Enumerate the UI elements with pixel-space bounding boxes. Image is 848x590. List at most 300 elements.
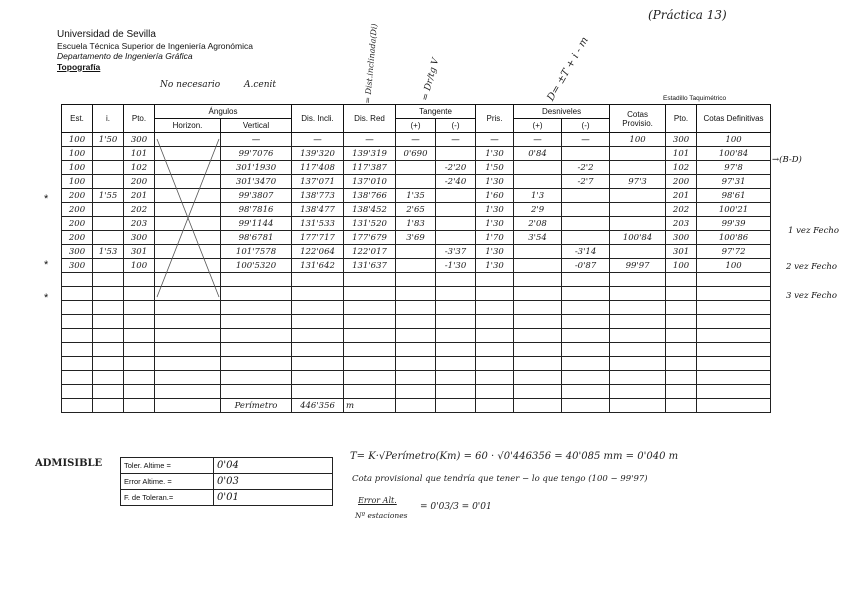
table-cell: 100'84 [610, 231, 666, 245]
table-cell [476, 399, 514, 413]
table-cell [562, 399, 610, 413]
table-cell [697, 385, 771, 399]
table-cell [697, 329, 771, 343]
table-cell: 97'8 [697, 161, 771, 175]
table-cell: 100'5320 [221, 259, 292, 273]
table-cell: 100'86 [697, 231, 771, 245]
col-pris: Pris. [476, 105, 514, 133]
table-row-empty [62, 399, 771, 413]
table-row-empty [62, 385, 771, 399]
table-cell: 100 [697, 133, 771, 147]
side-note-group2: 2 vez Fecho [786, 262, 837, 272]
table-row-empty [62, 343, 771, 357]
table-cell: 100 [62, 133, 93, 147]
star-mark-1: * [44, 193, 49, 205]
table-cell [124, 329, 155, 343]
table-cell [514, 371, 562, 385]
table-cell [344, 301, 396, 315]
table-cell: 102 [666, 161, 697, 175]
table-cell: 99'3807 [221, 189, 292, 203]
table-cell [514, 273, 562, 287]
table-cell: 131'642 [292, 259, 344, 273]
table-cell: 97'31 [697, 175, 771, 189]
table-cell: m [344, 399, 396, 413]
error-row [121, 490, 333, 506]
calc-error-alt: Error Alt. [358, 496, 397, 505]
table-cell [124, 399, 155, 413]
table-cell: 97'3 [610, 175, 666, 189]
calc-n-estaciones: Nº estaciones [355, 511, 408, 520]
table-cell: 202 [124, 203, 155, 217]
table-cell [436, 147, 476, 161]
table-cell [562, 329, 610, 343]
table-cell [155, 371, 221, 385]
table-cell: 98'7816 [221, 203, 292, 217]
table-cell [610, 189, 666, 203]
star-mark-3: * [44, 292, 49, 304]
table-cell [344, 329, 396, 343]
col-angulos: Ángulos [155, 105, 292, 119]
table-cell [155, 329, 221, 343]
table-cell: -2'40 [436, 175, 476, 189]
table-cell [344, 287, 396, 301]
col-pto2: Pto. [666, 105, 697, 133]
table-cell: — [221, 133, 292, 147]
table-cell: 1'70 [476, 231, 514, 245]
table-cell [62, 343, 93, 357]
table-cell [93, 385, 124, 399]
table-cell [610, 287, 666, 301]
table-cell [396, 301, 436, 315]
table-cell [93, 371, 124, 385]
table-cell: — [292, 133, 344, 147]
document-header [57, 30, 253, 72]
table-cell [514, 385, 562, 399]
table-cell [476, 273, 514, 287]
table-cell [666, 399, 697, 413]
table-cell [697, 287, 771, 301]
table-cell: 300 [666, 231, 697, 245]
error-value: 0'03 [214, 474, 333, 490]
table-cell [93, 161, 124, 175]
table-cell [221, 287, 292, 301]
table-cell: -3'14 [562, 245, 610, 259]
table-cell: 3'54 [514, 231, 562, 245]
table-cell [292, 287, 344, 301]
table-cell: 101'7578 [221, 245, 292, 259]
col-tangente: Tangente [396, 105, 476, 119]
calc-line-2: Cota provisional que tendría que tener − lo que tengo (100 − 99'97) [352, 474, 648, 484]
table-cell: — [476, 133, 514, 147]
table-cell [155, 399, 221, 413]
table-cell [666, 357, 697, 371]
table-cell [292, 343, 344, 357]
table-cell [124, 287, 155, 301]
table-cell [62, 357, 93, 371]
table-cell: 200 [62, 189, 93, 203]
table-cell: -1'30 [436, 259, 476, 273]
table-cell [697, 371, 771, 385]
table-cell: 203 [124, 217, 155, 231]
calc-line-1: T= K·√Perímetro(Km) = 60 · √0'446356 = 40'085 mm = 0'040 m [350, 451, 679, 462]
table-cell [610, 357, 666, 371]
table-cell [666, 371, 697, 385]
table-cell: 301'3470 [221, 175, 292, 189]
table-cell: 2'08 [514, 217, 562, 231]
table-cell: 202 [666, 203, 697, 217]
table-cell [476, 385, 514, 399]
table-cell [514, 175, 562, 189]
table-cell: 2'65 [396, 203, 436, 217]
table-cell: 200 [62, 203, 93, 217]
table-cell [697, 343, 771, 357]
table-cell [221, 371, 292, 385]
desnivel-formula-note: D= ±T + i - m [545, 35, 591, 103]
table-cell [344, 273, 396, 287]
table-cell [396, 161, 436, 175]
error-row [121, 458, 333, 474]
calc-result: = 0'03/3 = 0'01 [420, 502, 492, 512]
table-cell [124, 301, 155, 315]
table-cell [93, 357, 124, 371]
table-cell [396, 329, 436, 343]
table-cell [514, 329, 562, 343]
table-cell [436, 301, 476, 315]
error-label: Error Altime. = [121, 474, 214, 490]
table-cell [124, 343, 155, 357]
col-tan-minus: (-) [436, 119, 476, 133]
table-cell: 97'72 [697, 245, 771, 259]
estadillo-label: Estadillo Taquimétrico [663, 95, 727, 102]
table-cell [292, 301, 344, 315]
no-necesario-note: No necesario [160, 80, 221, 90]
table-cell [292, 385, 344, 399]
table-cell [562, 231, 610, 245]
table-cell [124, 315, 155, 329]
table-cell: 1'53 [93, 245, 124, 259]
table-cell: 137'010 [344, 175, 396, 189]
table-cell [436, 231, 476, 245]
table-cell [562, 147, 610, 161]
table-cell [436, 329, 476, 343]
table-cell [124, 385, 155, 399]
table-row-empty [62, 357, 771, 371]
table-cell [610, 147, 666, 161]
table-cell [610, 371, 666, 385]
table-cell [514, 357, 562, 371]
table-cell [344, 315, 396, 329]
practica-label: (Práctica 13) [648, 8, 727, 22]
table-cell [396, 399, 436, 413]
table-cell [666, 329, 697, 343]
table-cell [292, 371, 344, 385]
table-cell: 1'83 [396, 217, 436, 231]
table-cell [292, 357, 344, 371]
table-cell [514, 399, 562, 413]
table-cell: Perímetro [221, 399, 292, 413]
table-cell [93, 301, 124, 315]
col-dis-red: Dis. Red [344, 105, 396, 133]
table-cell [396, 259, 436, 273]
table-cell: — [344, 133, 396, 147]
table-cell [610, 315, 666, 329]
table-cell: 1'30 [476, 245, 514, 259]
table-cell: — [396, 133, 436, 147]
table-cell [221, 301, 292, 315]
table-cell [62, 287, 93, 301]
table-cell [514, 245, 562, 259]
table-cell [514, 343, 562, 357]
table-cell [436, 357, 476, 371]
table-cell [610, 385, 666, 399]
col-vertical: Vertical [221, 119, 292, 133]
star-mark-2: * [44, 259, 49, 271]
table-cell: -2'2 [562, 161, 610, 175]
table-cell: 300 [666, 133, 697, 147]
table-cell [562, 385, 610, 399]
table-cell: 3'69 [396, 231, 436, 245]
table-cell [155, 343, 221, 357]
table-cell: -0'87 [562, 259, 610, 273]
table-cell [697, 399, 771, 413]
table-cell: 138'452 [344, 203, 396, 217]
table-cell [292, 273, 344, 287]
table-cell: 98'6781 [221, 231, 292, 245]
table-cell: 138'773 [292, 189, 344, 203]
table-cell [396, 273, 436, 287]
table-cell [292, 315, 344, 329]
table-cell: 200 [62, 231, 93, 245]
table-cell [562, 273, 610, 287]
table-cell: 1'30 [476, 203, 514, 217]
a-cenit-note: A.cenit [244, 80, 277, 90]
table-cell: 1'3 [514, 189, 562, 203]
table-cell [514, 287, 562, 301]
table-row-empty [62, 371, 771, 385]
table-cell [396, 175, 436, 189]
table-cell [666, 287, 697, 301]
table-cell [155, 357, 221, 371]
side-note-group3: 3 vez Fecho [786, 291, 837, 301]
dist-incl-note: = Dist.inclinada(Di) [363, 23, 380, 104]
table-cell [62, 371, 93, 385]
table-cell [93, 203, 124, 217]
table-cell: 301 [124, 245, 155, 259]
table-cell [666, 343, 697, 357]
table-cell [436, 343, 476, 357]
fault-label: F. de Toleran.= [121, 490, 214, 506]
table-cell: 201 [666, 189, 697, 203]
table-cell [697, 315, 771, 329]
table-cell: 301'1930 [221, 161, 292, 175]
table-cell: 122'017 [344, 245, 396, 259]
table-cell: 203 [666, 217, 697, 231]
table-cell [396, 371, 436, 385]
school-name: Escuela Técnica Superior de Ingeniería Agronómica [57, 40, 253, 51]
table-cell: 100 [666, 259, 697, 273]
table-cell [155, 315, 221, 329]
table-cell [562, 189, 610, 203]
table-cell: 139'320 [292, 147, 344, 161]
table-cell: 98'61 [697, 189, 771, 203]
table-cell [610, 217, 666, 231]
table-cell [476, 287, 514, 301]
table-cell: 99'7076 [221, 147, 292, 161]
table-cell [514, 301, 562, 315]
table-cell [124, 357, 155, 371]
table-cell: 100 [124, 259, 155, 273]
table-cell [514, 315, 562, 329]
table-cell [562, 371, 610, 385]
table-cell [562, 203, 610, 217]
table-cell [93, 259, 124, 273]
table-cell [93, 231, 124, 245]
table-row-empty [62, 301, 771, 315]
table-cell [562, 287, 610, 301]
table-cell [62, 385, 93, 399]
table-cell [93, 217, 124, 231]
table-cell: 300 [62, 259, 93, 273]
col-cotas-provisio: Cotas Provisio. [610, 105, 666, 133]
table-cell [344, 385, 396, 399]
table-cell: 139'319 [344, 147, 396, 161]
table-cell [221, 385, 292, 399]
error-table [120, 457, 333, 506]
table-cell [93, 399, 124, 413]
table-cell: 100'21 [697, 203, 771, 217]
table-cell [610, 343, 666, 357]
table-cell [396, 287, 436, 301]
table-cell [697, 273, 771, 287]
col-cotas-definitivas: Cotas Definitivas [697, 105, 771, 133]
table-cell [62, 329, 93, 343]
table-cell [221, 357, 292, 371]
table-cell: 1'30 [476, 217, 514, 231]
table-cell: 177'679 [344, 231, 396, 245]
table-cell [562, 217, 610, 231]
table-cell: 1'30 [476, 147, 514, 161]
table-cell: -2'7 [562, 175, 610, 189]
table-cell [62, 301, 93, 315]
table-cell: -3'37 [436, 245, 476, 259]
table-cell [396, 385, 436, 399]
table-cell [476, 301, 514, 315]
admissible-label: ADMISIBLE [35, 458, 103, 469]
tolerance-value: 0'04 [214, 458, 333, 474]
table-cell [396, 245, 436, 259]
table-cell [124, 371, 155, 385]
table-cell: 446'356 [292, 399, 344, 413]
table-cell [666, 385, 697, 399]
university-name: Universidad de Sevilla [57, 29, 156, 40]
side-note-bd: →(B-D) [772, 155, 802, 165]
table-cell [436, 203, 476, 217]
tolerance-label: Toler. Altime = [121, 458, 214, 474]
col-est: Est. [62, 105, 93, 133]
table-cell [610, 399, 666, 413]
table-cell [344, 357, 396, 371]
table-row-empty [62, 315, 771, 329]
table-cell: 1'30 [476, 175, 514, 189]
table-cell: 131'520 [344, 217, 396, 231]
table-cell: 300 [124, 133, 155, 147]
fault-value: 0'01 [214, 490, 333, 506]
table-cell [666, 315, 697, 329]
table-cell [221, 315, 292, 329]
table-cell: 301 [666, 245, 697, 259]
table-cell: — [436, 133, 476, 147]
col-horizon: Horizon. [155, 119, 221, 133]
table-cell: 99'1144 [221, 217, 292, 231]
table-cell: 100 [62, 147, 93, 161]
table-cell [155, 301, 221, 315]
table-cell [514, 161, 562, 175]
table-cell: 122'064 [292, 245, 344, 259]
table-cell [697, 357, 771, 371]
table-cell [436, 287, 476, 301]
table-cell: 137'071 [292, 175, 344, 189]
department-name: Departamento de Ingeniería Gráfica [57, 51, 193, 61]
table-cell: 1'55 [93, 189, 124, 203]
table-cell [93, 315, 124, 329]
table-cell: 101 [124, 147, 155, 161]
col-des-minus: (-) [562, 119, 610, 133]
table-cell: 100 [62, 161, 93, 175]
col-dis-incli: Dis. Incli. [292, 105, 344, 133]
table-row-empty [62, 329, 771, 343]
table-cell: 200 [62, 217, 93, 231]
table-cell [436, 385, 476, 399]
table-cell [610, 161, 666, 175]
table-cell [436, 273, 476, 287]
table-cell [93, 329, 124, 343]
table-cell: 100 [697, 259, 771, 273]
table-cell: 138'477 [292, 203, 344, 217]
table-cell [610, 329, 666, 343]
table-cell: 102 [124, 161, 155, 175]
table-cell: 201 [124, 189, 155, 203]
table-cell [344, 371, 396, 385]
table-cell: 200 [124, 175, 155, 189]
table-cell: 99'97 [610, 259, 666, 273]
col-tan-plus: (+) [396, 119, 436, 133]
table-cell [344, 343, 396, 357]
subject-name: Topografía [57, 61, 101, 72]
table-cell [62, 315, 93, 329]
table-cell [476, 371, 514, 385]
col-i: i. [93, 105, 124, 133]
table-cell: 100 [610, 133, 666, 147]
table-cell [476, 357, 514, 371]
table-cell: 117'387 [344, 161, 396, 175]
table-cell [514, 259, 562, 273]
table-cell: 138'766 [344, 189, 396, 203]
table-cell: 131'637 [344, 259, 396, 273]
table-cell [221, 343, 292, 357]
table-cell: -2'20 [436, 161, 476, 175]
side-note-group1: 1 vez Fecho [788, 226, 839, 236]
table-cell [93, 273, 124, 287]
table-cell [62, 399, 93, 413]
table-cell [476, 315, 514, 329]
table-cell: 1'35 [396, 189, 436, 203]
table-cell [62, 273, 93, 287]
table-cell [396, 315, 436, 329]
col-desniveles: Desniveles [514, 105, 610, 119]
table-cell [666, 273, 697, 287]
table-cell [396, 357, 436, 371]
table-cell [697, 301, 771, 315]
